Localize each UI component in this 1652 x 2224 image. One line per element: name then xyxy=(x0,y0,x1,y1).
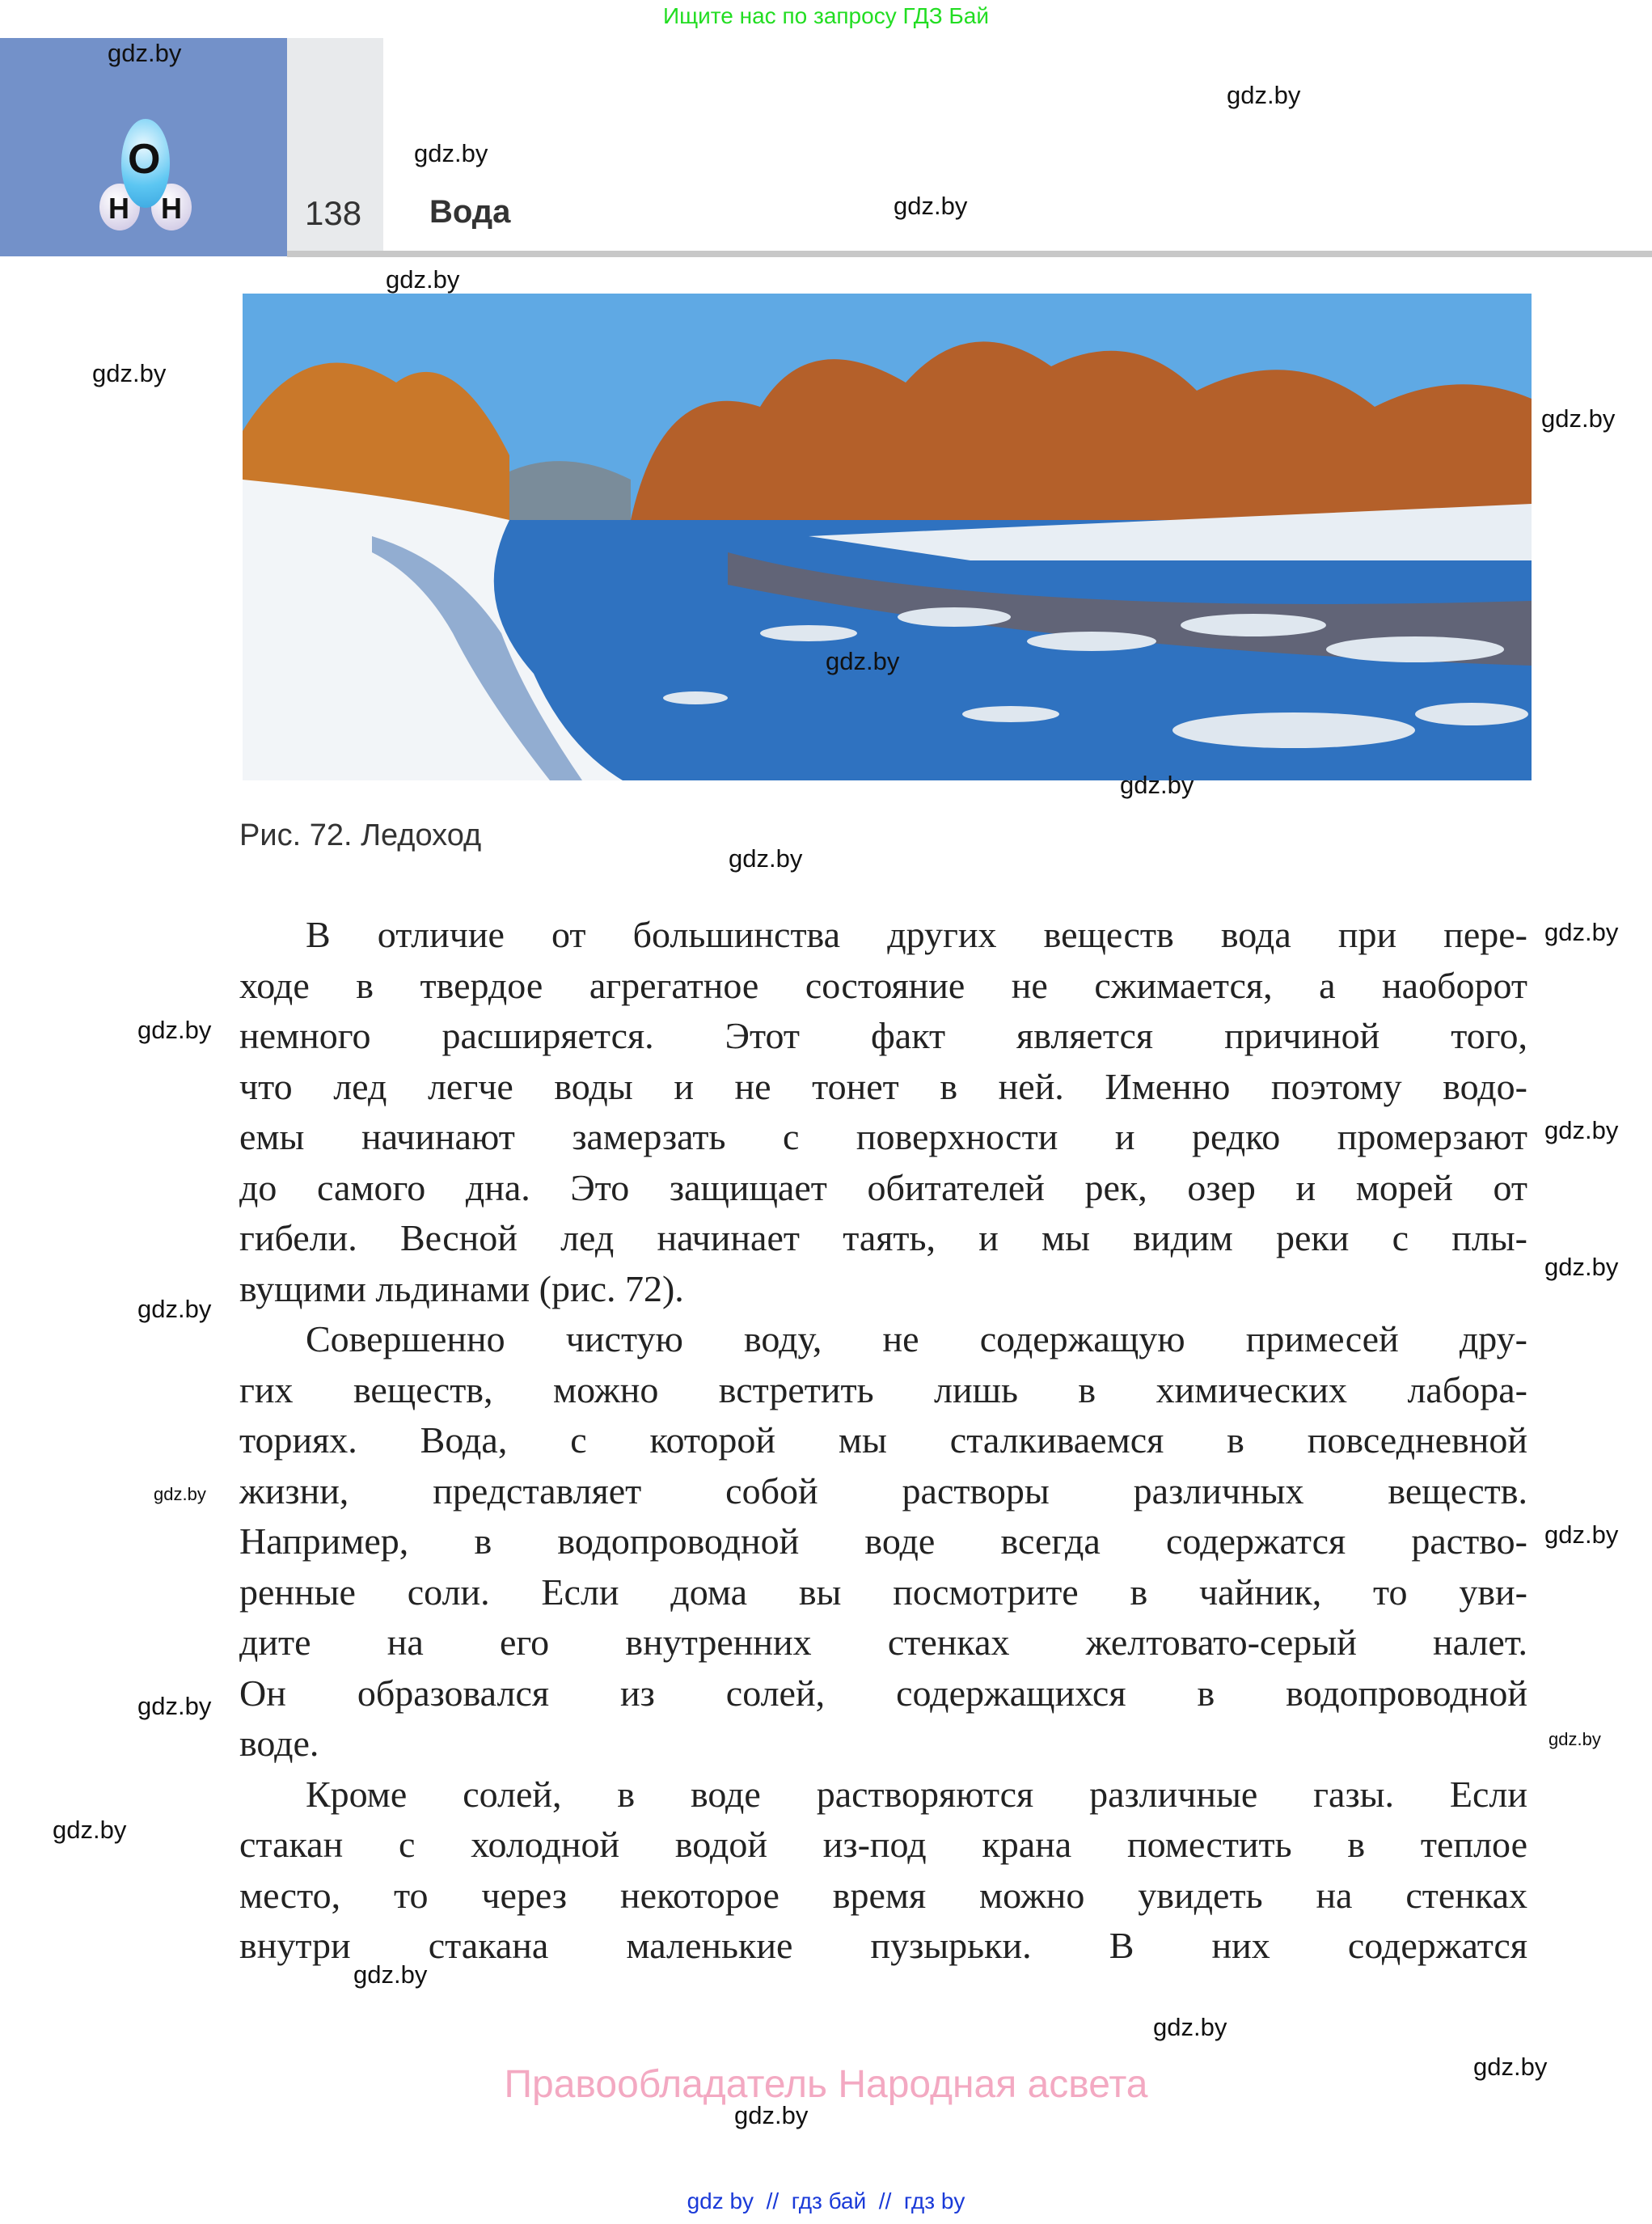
watermark: gdz.by xyxy=(1544,1253,1619,1281)
text-line: Совершенно чистую воду, не содержащую примесей дру- xyxy=(306,1318,1527,1359)
hydrogen-label: H xyxy=(161,192,182,225)
text-line: гих веществ, можно встретить лишь в химических лабора- xyxy=(239,1368,1527,1410)
watermark: gdz.by xyxy=(1541,404,1616,433)
text-line: немного расширяется. Этот факт является причиной того, xyxy=(239,1015,1527,1056)
text-line: вущими льдинами (рис. 72). xyxy=(239,1267,684,1309)
text-line: Например, в водопроводной воде всегда содержатся раство- xyxy=(239,1520,1527,1562)
watermark: gdz.by xyxy=(108,39,182,67)
text-line: внутри стакана маленькие пузырьки. В них содержатся xyxy=(239,1925,1527,1966)
text-line: воде. xyxy=(239,1723,319,1764)
photo-illustration xyxy=(243,294,1532,780)
watermark: gdz.by xyxy=(1227,81,1301,109)
text-line: дите на его внутренних стенках желтовато-серый налет. xyxy=(239,1621,1527,1663)
watermark: gdz.by xyxy=(386,265,460,294)
watermark: gdz.by xyxy=(734,2101,809,2129)
copyright-notice: Правообладатель Народная асвета xyxy=(504,2063,1148,2106)
watermark: gdz.by xyxy=(53,1816,127,1844)
hydrogen-label: H xyxy=(108,192,129,225)
text-line: жизни, представляет собой растворы различных веществ. xyxy=(239,1469,1527,1512)
text-line: место, то через некоторое время можно увидеть на стенках xyxy=(239,1874,1527,1916)
text-line: гибели. Весной лед начинает таять, и мы видим реки с плы- xyxy=(239,1217,1527,1258)
text-line: до самого дна. Это защищает обитателей рек, озер и морей от xyxy=(239,1166,1527,1208)
watermark: gdz.by xyxy=(414,139,488,167)
figure-caption: Рис. 72. Ледоход xyxy=(239,818,482,852)
watermark: gdz.by xyxy=(1548,1729,1601,1749)
watermark: gdz.by xyxy=(1153,2013,1227,2041)
watermark: gdz.by xyxy=(353,1960,428,1989)
ice-drift-photo xyxy=(243,294,1532,780)
watermark: gdz.by xyxy=(154,1484,206,1504)
text-line: стакан с холодной водой из-под крана поместить в теплое xyxy=(239,1824,1527,1865)
watermark: gdz.by xyxy=(137,1692,212,1720)
text-line: ходе в твердое агрегатное состояние не сжимается, а наоборот xyxy=(239,964,1527,1006)
watermark: gdz.by xyxy=(1544,918,1619,946)
watermark: gdz.by xyxy=(1473,2053,1548,2081)
watermark: gdz.by xyxy=(729,844,803,873)
text-line: Кроме солей, в воде растворяются различные газы. Если xyxy=(306,1773,1527,1815)
text-line: Он образовался из солей, содержащихся в водопроводной xyxy=(239,1672,1527,1714)
watermark: gdz.by xyxy=(894,192,968,220)
water-molecule-icon xyxy=(97,119,194,232)
text-line: емы начинают замерзать с поверхности и редко промерзают xyxy=(239,1116,1527,1157)
watermark: gdz.by xyxy=(1544,1116,1619,1144)
watermark: gdz.by xyxy=(1544,1520,1619,1549)
header-divider xyxy=(287,251,1652,257)
body-text xyxy=(239,910,1527,1972)
search-banner: Ищите нас по запросу ГДЗ Бай xyxy=(662,3,990,28)
text-line: что лед легче воды и не тонет в ней. Именно поэтому водо- xyxy=(239,1065,1527,1107)
watermark: gdz.by xyxy=(137,1016,212,1044)
watermark: gdz.by xyxy=(826,647,900,675)
watermark: gdz.by xyxy=(92,359,167,387)
text-line: ренные соли. Если дома вы посмотрите в чайник, то уви- xyxy=(239,1571,1527,1613)
chapter-title: Вода xyxy=(429,194,511,230)
chapter-side-panel xyxy=(0,38,287,256)
watermark: gdz.by xyxy=(137,1295,212,1323)
text-line: ториях. Вода, с которой мы сталкиваемся в повседневной xyxy=(239,1419,1527,1461)
footer-links[interactable]: gdz by // гдз бай // гдз by xyxy=(687,2188,965,2213)
watermark: gdz.by xyxy=(1120,771,1194,799)
oxygen-label: O xyxy=(128,136,161,183)
text-line: В отличие от большинства других веществ вода при пере- xyxy=(306,914,1527,955)
page-number: 138 xyxy=(305,194,362,232)
